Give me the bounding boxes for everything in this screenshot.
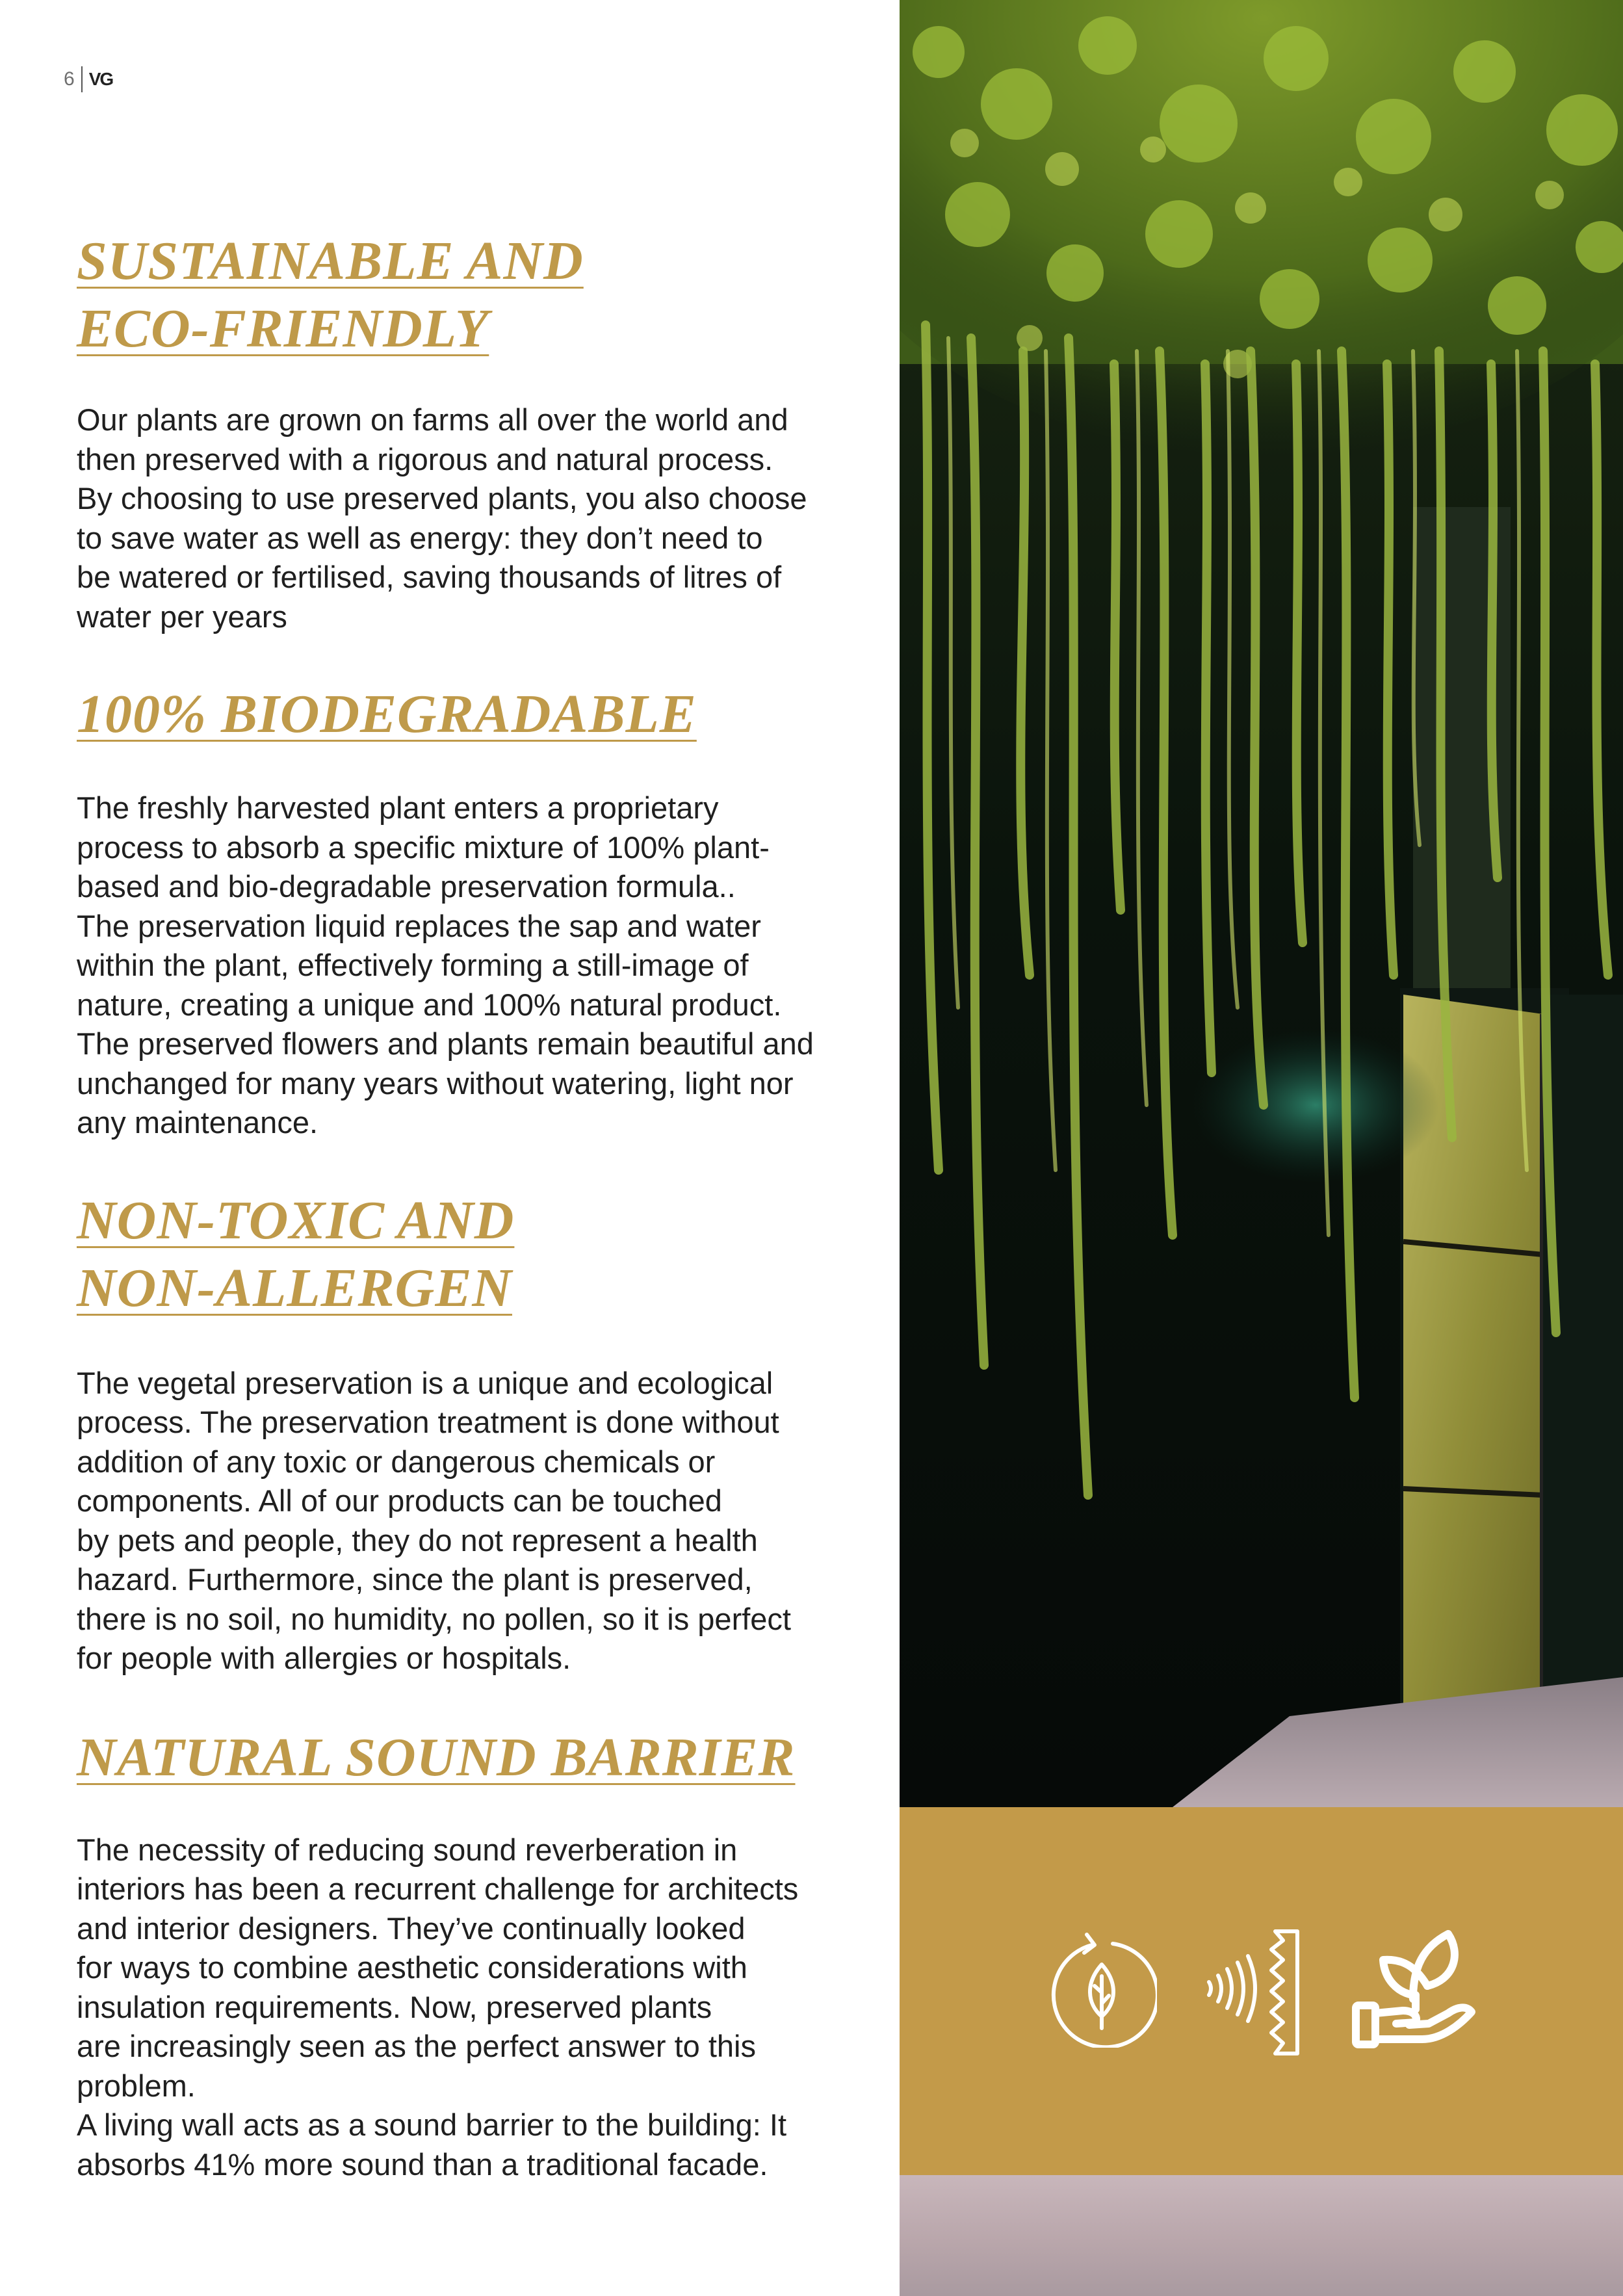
- paragraph-line: The preservation liquid replaces the sap and water: [77, 908, 761, 943]
- paragraph-sustainable: [77, 400, 857, 636]
- paragraph-line: problem.: [77, 2068, 196, 2103]
- paragraph-line: addition of any toxic or dangerous chemicals or: [77, 1444, 716, 1479]
- heading-non-toxic: [77, 1187, 857, 1322]
- paragraph-line: A living wall acts as a sound barrier to the building: It: [77, 2107, 787, 2142]
- floor-strip: [900, 2175, 1623, 2296]
- heading-line: ECO-FRIENDLY: [77, 298, 489, 359]
- paragraph-line: absorbs 41% more sound than a traditional facade.: [77, 2146, 768, 2182]
- heading-line: SUSTAINABLE AND: [77, 231, 584, 291]
- paragraph-line: unchanged for many years without watering, light nor: [77, 1065, 794, 1101]
- heading-line: NON-TOXIC AND: [77, 1190, 515, 1251]
- paragraph-line: be watered or fertilised, saving thousands of litres of: [77, 560, 782, 594]
- paragraph-line: there is no soil, no humidity, no pollen, so it is perfect: [77, 1601, 791, 1636]
- page-header: [64, 64, 112, 95]
- paragraph-line: The preserved flowers and plants remain beautiful and: [77, 1026, 814, 1061]
- paragraph-line: The freshly harvested plant enters a proprietary: [77, 790, 719, 825]
- paragraph-line: based and bio-degradable preservation formula..: [77, 869, 736, 904]
- paragraph-line: by pets and people, they do not represent a health: [77, 1522, 758, 1558]
- paragraph-line: are increasingly seen as the perfect answer to this: [77, 2029, 756, 2063]
- paragraph-non-toxic: [77, 1364, 857, 1678]
- brand-logo: VG: [88, 69, 113, 89]
- paragraph-line: By choosing to use preserved plants, you also choose: [77, 481, 807, 515]
- header-divider: [81, 66, 83, 92]
- paragraph-line: The necessity of reducing sound reverberation in: [77, 1832, 738, 1867]
- paragraph-line: process to absorb a specific mixture of 100% plant-: [77, 829, 770, 865]
- living-wall-photo: [900, 0, 1623, 1807]
- heading-biodegradable: [77, 681, 857, 748]
- hand-plant-icon: [1351, 1927, 1481, 2054]
- paragraph-line: interiors has been a recurrent challenge for architects: [77, 1872, 799, 1906]
- paragraph-sound-barrier: [77, 1831, 857, 2185]
- page-number: 6: [64, 68, 75, 90]
- paragraph-line: Our plants are grown on farms all over the world and: [77, 402, 788, 437]
- sound-absorption-icon: [1202, 1927, 1306, 2057]
- paragraph-line: to save water as well as energy: they don’t need to: [77, 520, 763, 555]
- recycle-leaf-icon: [1046, 1931, 1157, 2048]
- heading-line: NON-ALLERGEN: [77, 1257, 513, 1318]
- paragraph-line: any maintenance.: [77, 1105, 318, 1140]
- paragraph-line: then preserved with a rigorous and natural process.: [77, 441, 773, 476]
- heading-line: 100% BIODEGRADABLE: [77, 684, 697, 744]
- paragraph-line: components. All of our products can be touched: [77, 1483, 722, 1518]
- paragraph-line: nature, creating a unique and 100% natural product.: [77, 987, 782, 1022]
- heading-sound-barrier: [77, 1724, 857, 1792]
- text-column: [77, 228, 857, 2184]
- paragraph-line: for ways to combine aesthetic considerations with: [77, 1950, 747, 1985]
- paragraph-line: and interior designers. They’ve continually looked: [77, 1911, 746, 1946]
- heading-sustainable: [77, 228, 857, 363]
- paragraph-line: The vegetal preservation is a unique and ecological: [77, 1365, 773, 1400]
- paragraph-biodegradable: [77, 789, 857, 1143]
- paragraph-line: for people with allergies or hospitals.: [77, 1641, 571, 1675]
- paragraph-line: water per years: [77, 599, 287, 634]
- paragraph-line: within the plant, effectively forming a still-image of: [77, 948, 749, 982]
- paragraph-line: process. The preservation treatment is done without: [77, 1405, 779, 1439]
- paragraph-line: insulation requirements. Now, preserved plants: [77, 1989, 712, 2024]
- paragraph-line: hazard. Furthermore, since the plant is preserved,: [77, 1562, 753, 1597]
- heading-line: NATURAL SOUND BARRIER: [77, 1727, 796, 1788]
